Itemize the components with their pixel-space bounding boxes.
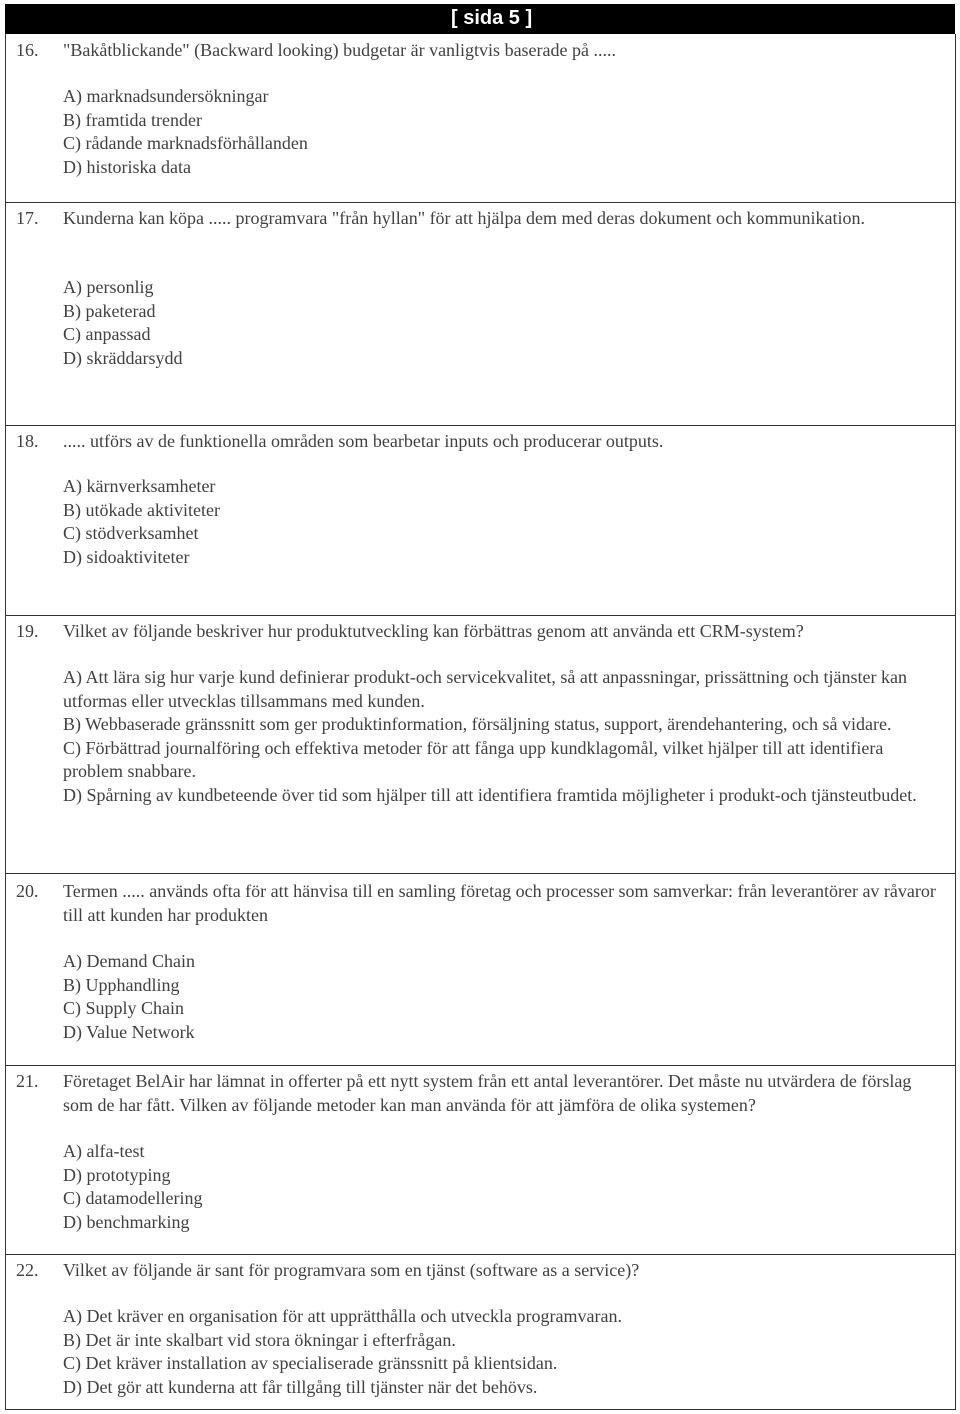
option-b: B) Det är inte skalbart vid stora ökningar i efterfrågan. bbox=[63, 1329, 456, 1350]
question-21 bbox=[6, 1065, 955, 1255]
option-b: B) framtida trender bbox=[63, 109, 202, 130]
option-a: A) kärnverksamheter bbox=[63, 476, 216, 496]
option-d: D) Spårning av kundbeteende över tid som hjälper till att identifiera framtida möjligheter i produkt-och tjänsteutbudet. bbox=[63, 784, 917, 805]
option-d: D) skräddarsydd bbox=[63, 347, 183, 368]
option-a: A) Att lära sig hur varje kund definierar produkt-och servicekvalitet, så att anpassningar, prissättning och tjänster kan utformas eller utvecklas tillsammans med kunden. bbox=[63, 667, 908, 711]
option-d: D) Value Network bbox=[63, 1021, 195, 1042]
option-b: B) Webbaserade gränssnitt som ger produktinformation, försäljning status, support, ärendehantering, och så vidare. bbox=[63, 714, 892, 735]
option-d: D) Det gör att kunderna att får tillgång till tjänster när det behövs. bbox=[63, 1376, 538, 1397]
question-text: Företaget BelAir har lämnat in offerter på ett nytt system från ett antal leverantörer. Det måste nu utvärdera de förslag som de har fått. Vilken av följande metoder kan man använda för att jämföra de olika systemen? bbox=[63, 1071, 912, 1115]
answer-options bbox=[63, 1305, 943, 1399]
option-b: B) utökade aktiviteter bbox=[63, 499, 220, 520]
question-number: 18. bbox=[16, 431, 39, 451]
answer-options bbox=[63, 475, 943, 569]
option-d: D) benchmarking bbox=[63, 1211, 190, 1232]
option-a: A) marknadsundersökningar bbox=[63, 86, 269, 106]
answer-options bbox=[63, 85, 943, 179]
question-number: 17. bbox=[16, 208, 39, 228]
option-c: C) rådande marknadsförhållanden bbox=[63, 133, 308, 154]
question-text: "Bakåtblickande" (Backward looking) budgetar är vanligtvis baserade på ..... bbox=[63, 40, 617, 60]
option-b: B) Upphandling bbox=[63, 974, 180, 995]
answer-options bbox=[63, 1140, 943, 1234]
questions-frame bbox=[5, 34, 956, 1410]
page-header-bar bbox=[5, 4, 955, 34]
question-number: 16. bbox=[16, 40, 39, 60]
question-22 bbox=[6, 1254, 955, 1410]
question-number: 22. bbox=[16, 1260, 39, 1280]
question-19 bbox=[6, 615, 955, 874]
option-a: A) Det kräver en organisation för att upprätthålla och utveckla programvaran. bbox=[63, 1306, 622, 1326]
option-a: A) Demand Chain bbox=[63, 951, 195, 971]
question-text: ..... utförs av de funktionella områden som bearbetar inputs och producerar outputs. bbox=[63, 431, 664, 451]
question-text: Vilket av följande beskriver hur produktutveckling kan förbättras genom att använda ett CRM-system? bbox=[63, 621, 804, 641]
question-number: 20. bbox=[16, 881, 39, 901]
question-number: 21. bbox=[16, 1071, 39, 1091]
answer-options bbox=[63, 950, 943, 1044]
page-number: [ sida 5 ] bbox=[451, 7, 533, 29]
answer-options bbox=[63, 666, 943, 808]
option-c: C) stödverksamhet bbox=[63, 523, 199, 544]
answer-options bbox=[63, 276, 943, 370]
question-18 bbox=[6, 425, 955, 616]
option-a: A) alfa-test bbox=[63, 1141, 145, 1161]
option-c: C) Det kräver installation av specialiserade gränssnitt på klientsidan. bbox=[63, 1353, 558, 1374]
question-text: Vilket av följande är sant för programvara som en tjänst (software as a service)? bbox=[63, 1260, 640, 1280]
question-20 bbox=[6, 873, 955, 1066]
option-a: A) personlig bbox=[63, 277, 154, 297]
question-number: 19. bbox=[16, 621, 39, 641]
option-d: D) historiska data bbox=[63, 156, 191, 177]
option-b: B) paketerad bbox=[63, 300, 156, 321]
option-c: C) Supply Chain bbox=[63, 998, 185, 1019]
question-17 bbox=[6, 202, 955, 426]
question-text: Kunderna kan köpa ..... programvara "från hyllan" för att hjälpa dem med deras dokument och kommunikation. bbox=[63, 208, 865, 228]
option-c: C) datamodellering bbox=[63, 1188, 203, 1209]
question-16 bbox=[6, 34, 955, 202]
option-b: D) prototyping bbox=[63, 1164, 171, 1185]
option-c: C) anpassad bbox=[63, 324, 151, 345]
option-c: C) Förbättrad journalföring och effektiva metoder för att fånga upp kundklagomål, vilket hjälper till att identifiera problem snabbare. bbox=[63, 737, 884, 782]
question-text: Termen ..... används ofta för att hänvisa till en samling företag och processer som samverkar: från leverantörer av råvaror till att kunden har produkten bbox=[63, 881, 936, 925]
option-d: D) sidoaktiviteter bbox=[63, 546, 190, 567]
